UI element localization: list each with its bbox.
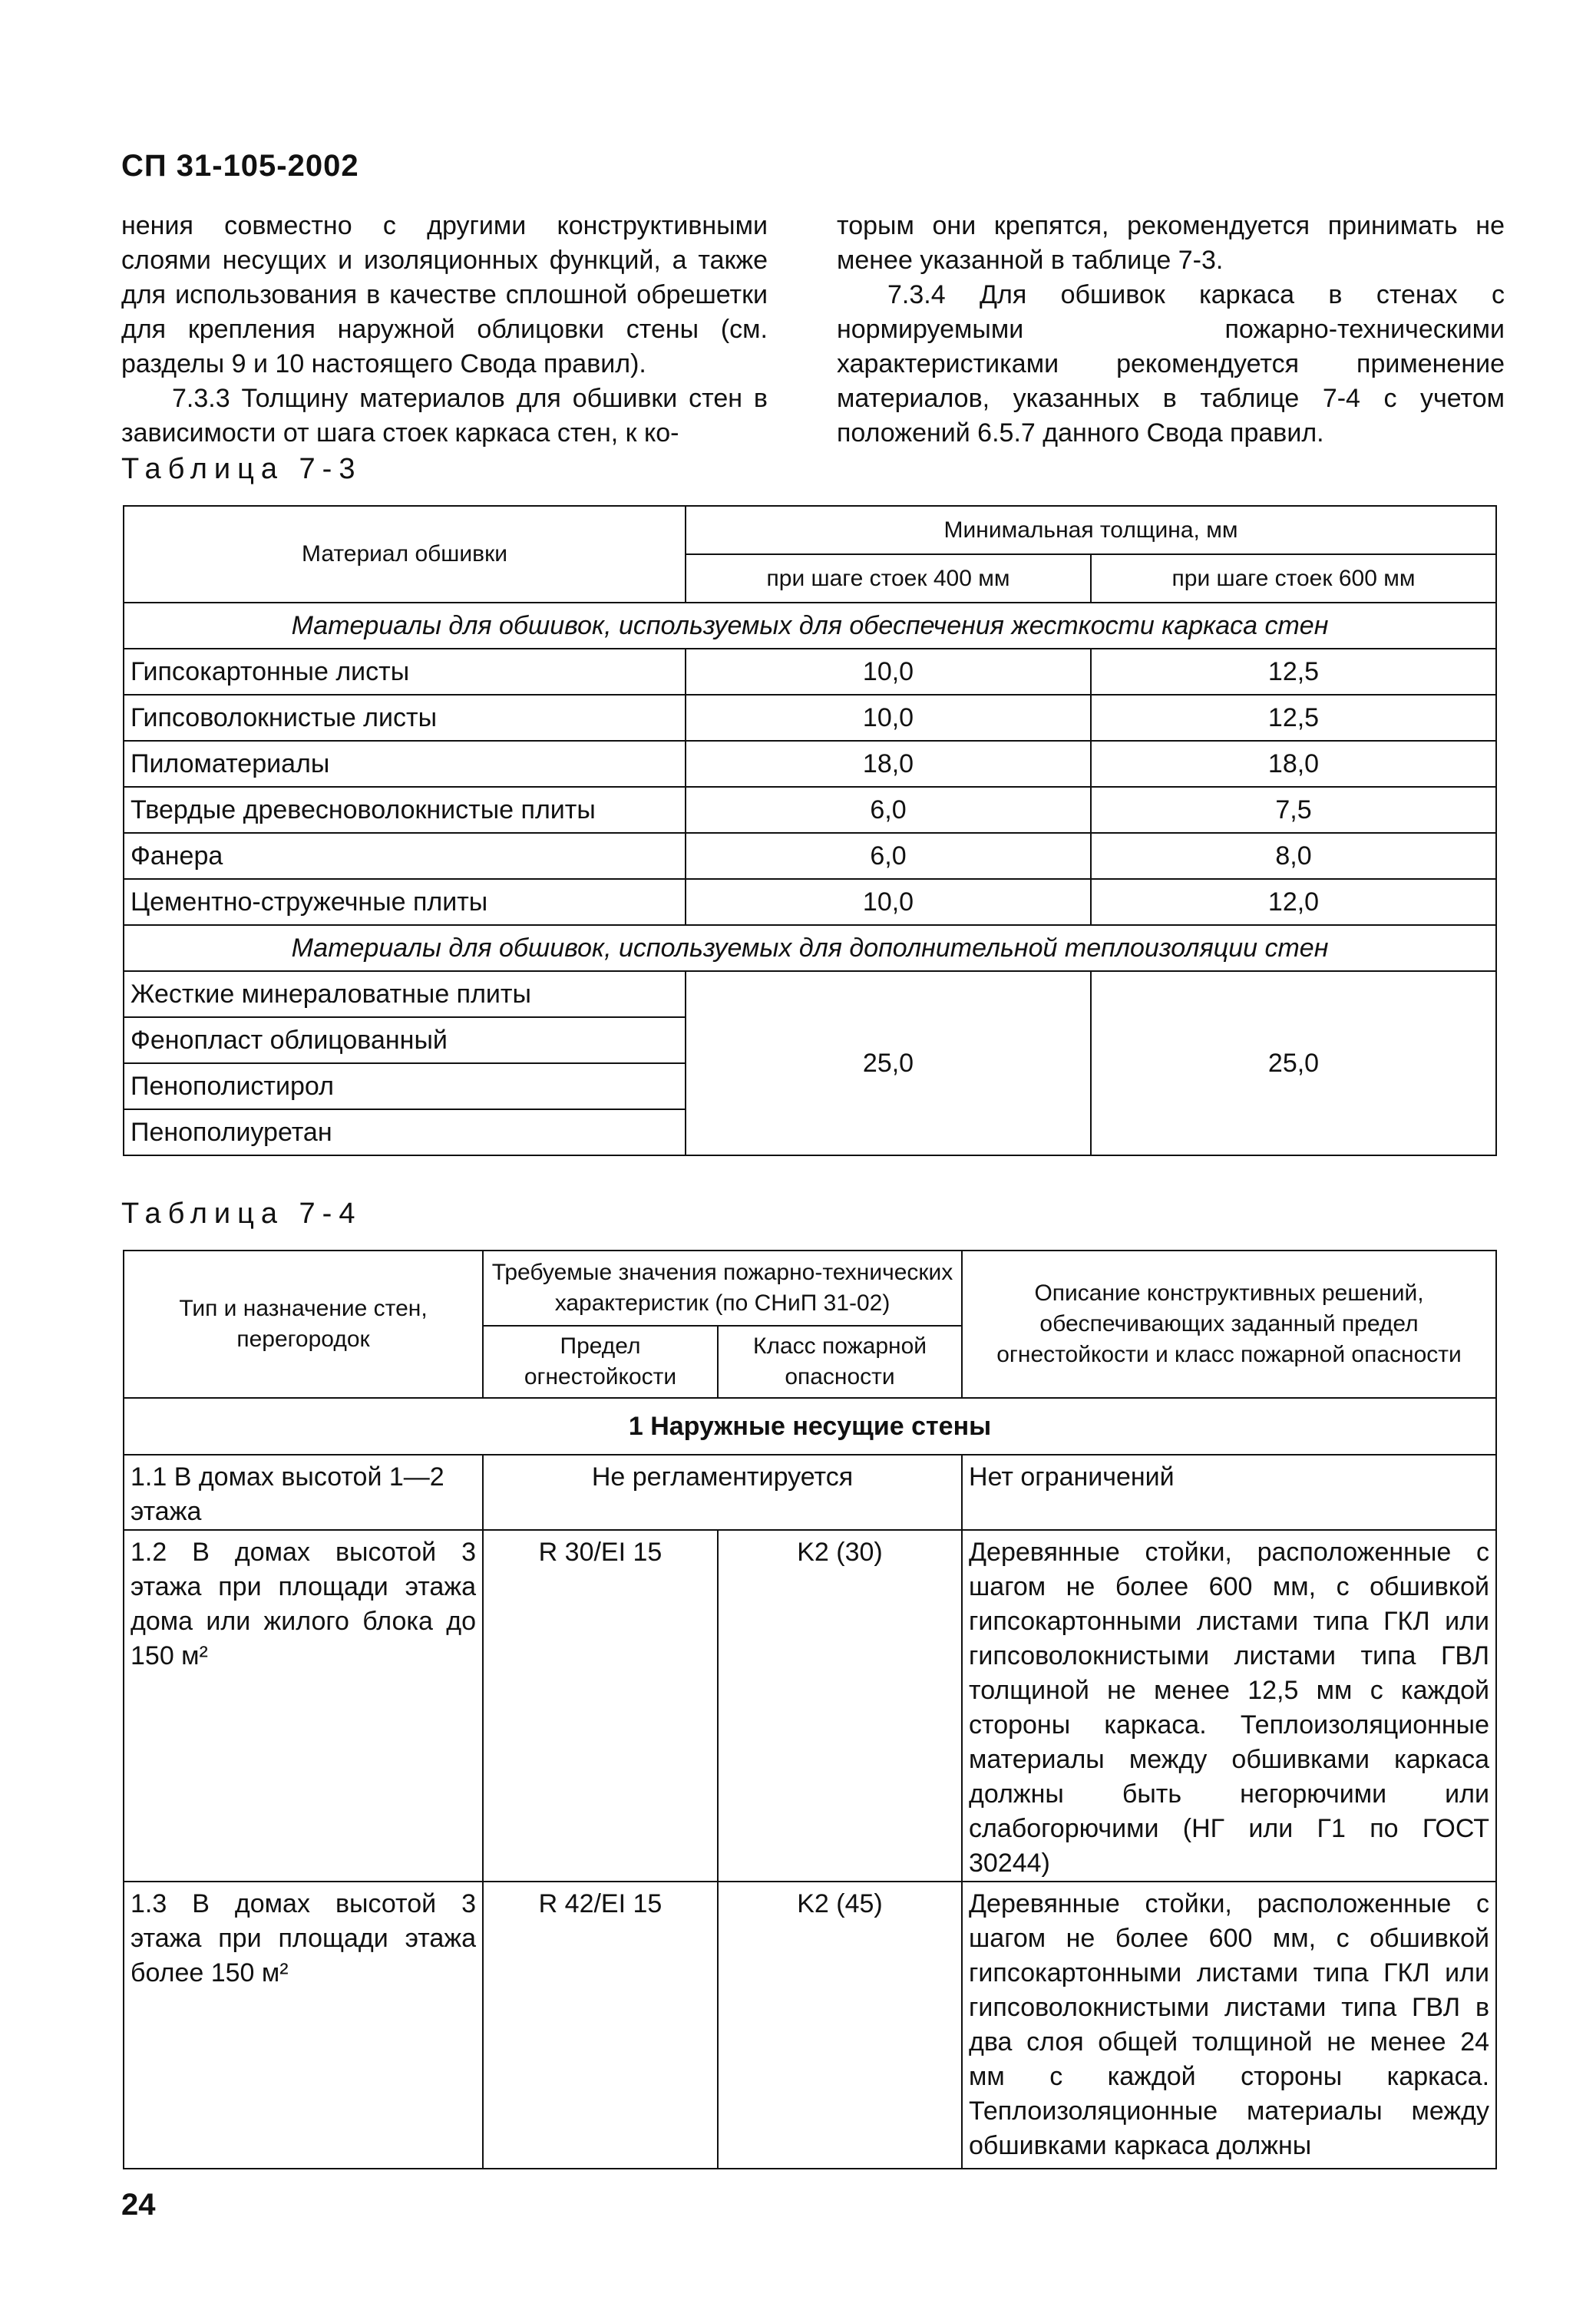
document-code: СП 31-105-2002 xyxy=(121,149,359,183)
table-7-3-caption: Таблица 7-3 xyxy=(121,453,362,485)
group-heading-stiffness: Материалы для обшивок, используемых для обеспечения жесткости каркаса стен xyxy=(124,603,1496,649)
header-fire-resistance: Предел огнестойкости xyxy=(483,1326,718,1398)
intro-right-column xyxy=(837,209,1505,451)
header-required-values: Требуемые значения пожарно-технических характеристик (по СНиП 31-02) xyxy=(483,1251,962,1326)
table-row xyxy=(124,879,1496,925)
table-7-4-caption: Таблица 7-4 xyxy=(121,1198,362,1230)
wall-type: 1.2 В домах высотой 3 этажа при площади этажа дома или жилого блока до 150 м² xyxy=(124,1530,483,1882)
table-row xyxy=(124,1455,1496,1530)
thickness-400: 6,0 xyxy=(686,787,1091,833)
thickness-600-merged: 25,0 xyxy=(1091,971,1496,1155)
thickness-600: 12,0 xyxy=(1091,879,1496,925)
material-name: Пенополистирол xyxy=(124,1063,686,1109)
material-name: Гипсокартонные листы xyxy=(124,649,686,695)
thickness-600: 7,5 xyxy=(1091,787,1496,833)
table-row xyxy=(124,787,1496,833)
material-name: Жесткие минераловатные плиты xyxy=(124,971,686,1017)
material-name: Твердые древесноволокнистые плиты xyxy=(124,787,686,833)
header-material: Материал обшивки xyxy=(124,506,686,603)
construction-description: Деревянные стойки, расположенные с шагом не более 600 мм, с обшивкой гипсокартонными листами типа ГКЛ или гипсоволокнистыми листами типа ГВЛ в два слоя общей толщиной не менее 24 мм с каждой стороны каркаса. Теплоизоляционные материалы между обшивками каркаса должны xyxy=(962,1882,1496,2169)
fire-class-value: K2 (45) xyxy=(718,1882,962,2169)
construction-description: Нет ограничений xyxy=(962,1455,1496,1530)
fire-resistance-value: R 30/EI 15 xyxy=(483,1530,718,1882)
table-row xyxy=(124,833,1496,879)
requirement-value: Не регламентируется xyxy=(483,1455,962,1530)
header-wall-type: Тип и назначение стен, перегородок xyxy=(124,1251,483,1398)
wall-type: 1.1 В домах высотой 1—2 этажа xyxy=(124,1455,483,1530)
table-row xyxy=(124,1882,1496,2169)
table-row xyxy=(124,971,1496,1017)
section-heading: 1 Наружные несущие стены xyxy=(124,1398,1496,1455)
table-row xyxy=(124,741,1496,787)
table-row xyxy=(124,1530,1496,1882)
thickness-600: 12,5 xyxy=(1091,649,1496,695)
group-heading-insulation: Материалы для обшивок, используемых для дополнительной теплоизоляции стен xyxy=(124,925,1496,971)
intro-left-paragraph-1: нения совместно с другими конструктивными слоями несущих и изоляционных функций, а также для использования в качестве сплошной обрешетки для крепления наружной облицовки стены (см. разделы 9 и 10 настоящего Свода правил). xyxy=(121,211,768,378)
fire-class-value: K2 (30) xyxy=(718,1530,962,1882)
intro-right-paragraph-2: 7.3.4 Для обшивок каркаса в стенах с нормируемыми пожарно-техническими характеристиками рекомендуется применение материалов, указанных в таблице 7-4 с учетом положений 6.5.7 данного Свода правил. xyxy=(837,280,1505,448)
header-description: Описание конструктивных решений, обеспечивающих заданный предел огнестойкости и класс пожарной опасности xyxy=(962,1251,1496,1398)
table-7-4 xyxy=(123,1250,1497,2169)
header-fire-class: Класс пожарной опасности xyxy=(718,1326,962,1398)
thickness-400: 10,0 xyxy=(686,879,1091,925)
thickness-400: 10,0 xyxy=(686,695,1091,741)
fire-resistance-value: R 42/EI 15 xyxy=(483,1882,718,2169)
thickness-400: 10,0 xyxy=(686,649,1091,695)
material-name: Гипсоволокнистые листы xyxy=(124,695,686,741)
thickness-400: 18,0 xyxy=(686,741,1091,787)
table-row xyxy=(124,695,1496,741)
material-name: Пиломатериалы xyxy=(124,741,686,787)
header-step-600: при шаге стоек 600 мм xyxy=(1091,554,1496,603)
table-row xyxy=(124,649,1496,695)
material-name: Пенополиуретан xyxy=(124,1109,686,1155)
thickness-400-merged: 25,0 xyxy=(686,971,1091,1155)
thickness-600: 12,5 xyxy=(1091,695,1496,741)
intro-left-paragraph-2: 7.3.3 Толщину материалов для обшивки стен в зависимости от шага стоек каркаса стен, к ко- xyxy=(121,384,768,448)
material-name: Фанера xyxy=(124,833,686,879)
thickness-600: 8,0 xyxy=(1091,833,1496,879)
wall-type: 1.3 В домах высотой 3 этажа при площади этажа более 150 м² xyxy=(124,1882,483,2169)
thickness-400: 6,0 xyxy=(686,833,1091,879)
header-min-thickness: Минимальная толщина, мм xyxy=(686,506,1496,554)
intro-right-paragraph-1: торым они крепятся, рекомендуется принимать не менее указанной в таблице 7-3. xyxy=(837,211,1505,275)
thickness-600: 18,0 xyxy=(1091,741,1496,787)
page-number: 24 xyxy=(121,2188,156,2222)
intro-left-column xyxy=(121,209,768,451)
header-step-400: при шаге стоек 400 мм xyxy=(686,554,1091,603)
table-7-3 xyxy=(123,505,1497,1156)
construction-description: Деревянные стойки, расположенные с шагом не более 600 мм, с обшивкой гипсокартонными листами типа ГКЛ или гипсоволокнистыми листами типа ГВЛ толщиной не менее 12,5 мм с каждой стороны каркаса. Теплоизоляционные материалы между обшивками каркаса должны быть негорючими или слабогорючими (НГ или Г1 по ГОСТ 30244) xyxy=(962,1530,1496,1882)
material-name: Фенопласт облицованный xyxy=(124,1017,686,1063)
material-name: Цементно-стружечные плиты xyxy=(124,879,686,925)
